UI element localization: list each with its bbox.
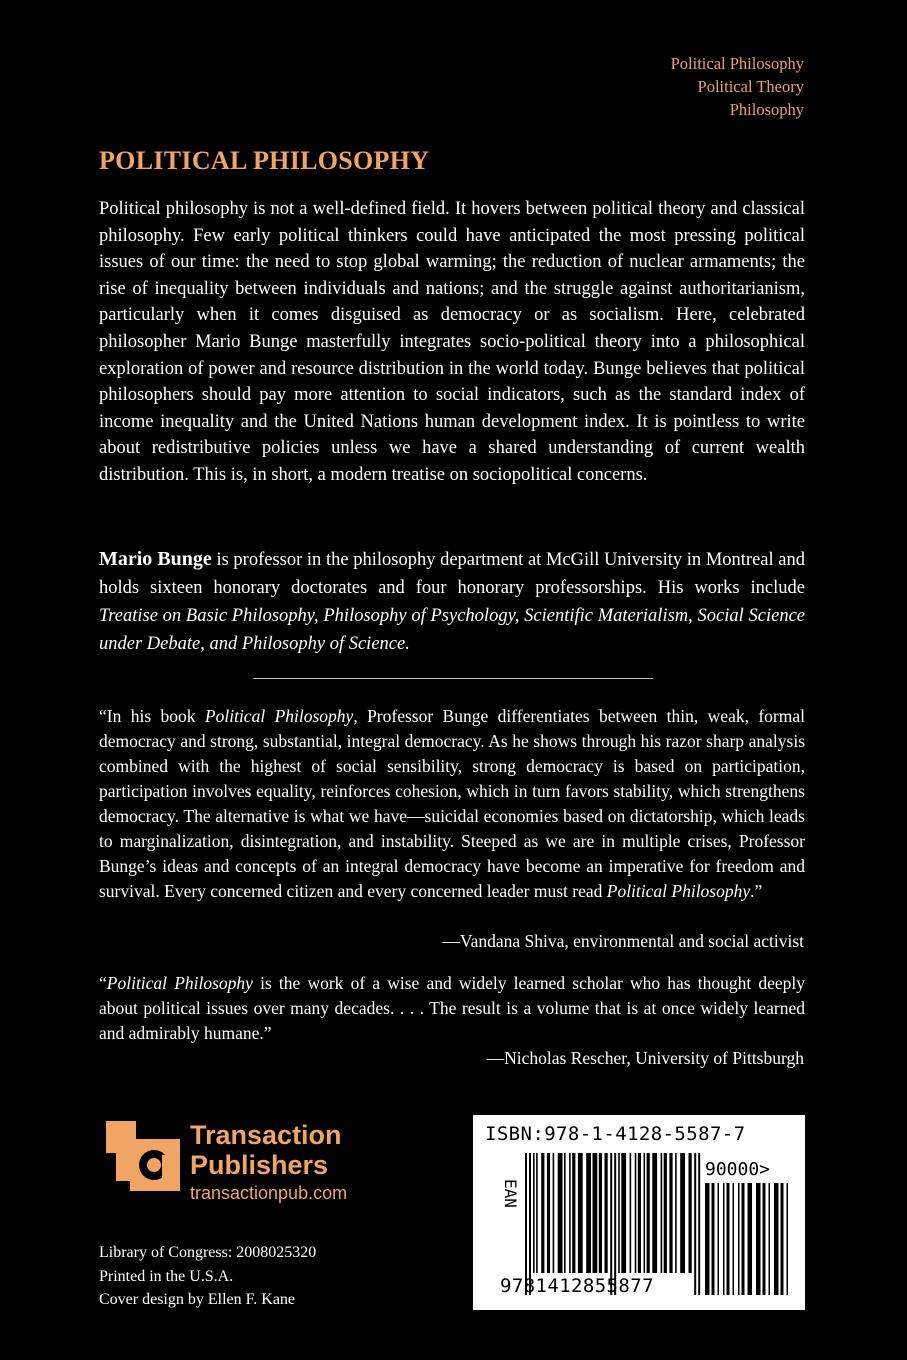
publisher-name xyxy=(190,1120,347,1205)
quote-book-title: Political Philosophy xyxy=(606,881,751,901)
barcode-bar xyxy=(564,1153,566,1273)
isbn-barcode xyxy=(473,1115,805,1310)
ean-digits: 9781412855877 xyxy=(500,1275,654,1297)
category-item: Philosophy xyxy=(729,100,804,119)
book-title: POLITICAL PHILOSOPHY xyxy=(99,146,430,175)
barcode-bar xyxy=(635,1153,637,1273)
barcode-bar xyxy=(644,1153,646,1273)
barcode-bar xyxy=(553,1153,555,1273)
book-description: Political philosophy is not a well-defined field. It hovers between political theory and classical philosophy. Few early political thinkers could have anticipated the most pressing political issues of our time: the need to stop global warming; the reduction of nuclear armaments; the rise of inequality between individuals and nations; and the struggle against authoritarianism, particularly when it comes disguised as democracy or as socialism. Here, celebrated philosopher Mario Bunge masterfully integrates socio-political theory into a philosophical exploration of power and resource distribution in the world today. Bunge believes that political philosophers should pay more attention to social indicators, such as the standard index of income inequality and the United Nations human development index. It is pointless to write about redistributive policies unless we have a shared understanding of current wealth distribution. This is, in short, a modern treatise on sociopolitical concerns. xyxy=(99,199,805,485)
author-works: Treatise on Basic Philosophy, Philosophy of Psychology, Scientific Materialism, Social Science under Debate, and Philosophy of Science. xyxy=(99,606,805,654)
quote-attribution: —Nicholas Rescher, University of Pittsburgh xyxy=(486,1048,804,1068)
barcode-bar xyxy=(569,1153,571,1273)
colophon-line: Library of Congress: 2008025320 xyxy=(99,1244,317,1261)
barcode-bar xyxy=(621,1153,626,1273)
review-quote xyxy=(99,971,805,1046)
barcode-bar xyxy=(774,1183,779,1295)
barcode-bar xyxy=(738,1183,740,1295)
barcode-bar xyxy=(630,1153,632,1273)
barcode-bar xyxy=(698,1153,700,1295)
barcode-bar xyxy=(756,1183,761,1295)
barcode-bar xyxy=(605,1153,608,1273)
publisher-logo-icon xyxy=(100,1115,190,1201)
barcode-bar xyxy=(610,1153,612,1295)
barcode-bar xyxy=(529,1153,531,1295)
barcode-bar xyxy=(675,1153,677,1273)
barcode-bar xyxy=(618,1153,620,1273)
quote-text: “In his book xyxy=(99,706,205,726)
barcode-bar xyxy=(742,1183,745,1295)
barcode-bar xyxy=(558,1153,563,1273)
review-quote xyxy=(99,704,805,904)
barcode-bar xyxy=(533,1153,535,1273)
barcode-bar xyxy=(547,1153,550,1273)
colophon xyxy=(99,1241,316,1312)
colophon-line: Cover design by Ellen F. Kane xyxy=(99,1291,296,1308)
barcode-bar xyxy=(680,1153,685,1273)
colophon-line: Printed in the U.S.A. xyxy=(99,1267,234,1285)
publisher-name-line: Publishers xyxy=(190,1150,329,1180)
barcode-bar xyxy=(593,1153,598,1273)
barcode-bar xyxy=(536,1153,538,1273)
barcode-bar xyxy=(572,1153,575,1273)
author-bio-text: is professor in the philosophy department at McGill University in Montreal and holds sixteen honorary doctorates and four honorary professorships. His works include xyxy=(99,550,805,598)
barcode-bar xyxy=(664,1153,667,1273)
price-code: 90000> xyxy=(705,1159,771,1180)
category-list xyxy=(671,52,804,121)
publisher-name-line: Transaction xyxy=(190,1120,342,1150)
category-item: Political Theory xyxy=(697,77,804,96)
ean-label: EAN xyxy=(501,1179,520,1208)
barcode-bar xyxy=(541,1153,544,1273)
quote-text: “ xyxy=(99,973,107,993)
barcode-bar xyxy=(769,1183,771,1295)
divider xyxy=(253,678,653,679)
category-item: Political Philosophy xyxy=(670,54,804,73)
quote-text: , Professor Bunge differentiates between thin, weak, formal democracy and strong, substantial, integral democracy. As he shows through his razor sharp analysis combined with the highest of social sensibility, strong democracy is based on participation, participation involves equality, reinforces cohesion, which in turn favors stability, which strengthens democracy. The alternative is what we have—suicidal economies based on dictatorship, which leads to marginalization, disintegration, and instability. Steeped as we are in multiple crises, Professor Bunge’s ideas and concepts of an integral democracy have become an imperative for freedom and survival. Every concerned citizen and every concerned leader must read xyxy=(99,706,805,901)
barcode-bar xyxy=(669,1153,672,1273)
barcode-bar xyxy=(723,1183,725,1295)
quote-text: .” xyxy=(750,881,763,901)
author-name: Mario Bunge xyxy=(99,548,212,570)
isbn-text: ISBN:978-1-4128-5587-7 xyxy=(485,1123,746,1145)
quote-attribution: —Vandana Shiva, environmental and social activist xyxy=(442,931,804,951)
barcode-bar xyxy=(647,1153,650,1273)
barcode-bar xyxy=(718,1183,720,1295)
barcode-bar xyxy=(638,1153,641,1273)
barcode-bar xyxy=(689,1153,692,1273)
barcode-bar xyxy=(614,1153,616,1295)
barcode-bar xyxy=(652,1153,657,1273)
barcode-bar xyxy=(787,1183,789,1295)
barcode-bar xyxy=(763,1183,766,1295)
barcode-bar xyxy=(727,1183,730,1295)
barcode-bar xyxy=(586,1153,591,1273)
barcode-bar xyxy=(748,1183,753,1295)
barcode-bar xyxy=(705,1183,710,1295)
barcode-bar xyxy=(599,1153,602,1273)
quote-book-title: Political Philosophy xyxy=(204,706,354,726)
barcode-bar xyxy=(712,1183,715,1295)
barcode-bar xyxy=(578,1153,583,1273)
author-bio xyxy=(99,545,805,658)
barcode-bar xyxy=(733,1183,735,1295)
quote-text: is the work of a wise and widely learned scholar who has thought deeply about political issues over many decades. . . . The result is a volume that is at once widely learned and admirably humane.” xyxy=(99,973,806,1043)
barcode-bar xyxy=(525,1153,527,1295)
barcode-bar xyxy=(661,1153,663,1273)
barcode-bar xyxy=(694,1153,696,1295)
quote-book-title: Political Philosophy xyxy=(106,973,253,993)
publisher-url: transactionpub.com xyxy=(190,1183,348,1203)
barcode-bar xyxy=(781,1183,784,1295)
